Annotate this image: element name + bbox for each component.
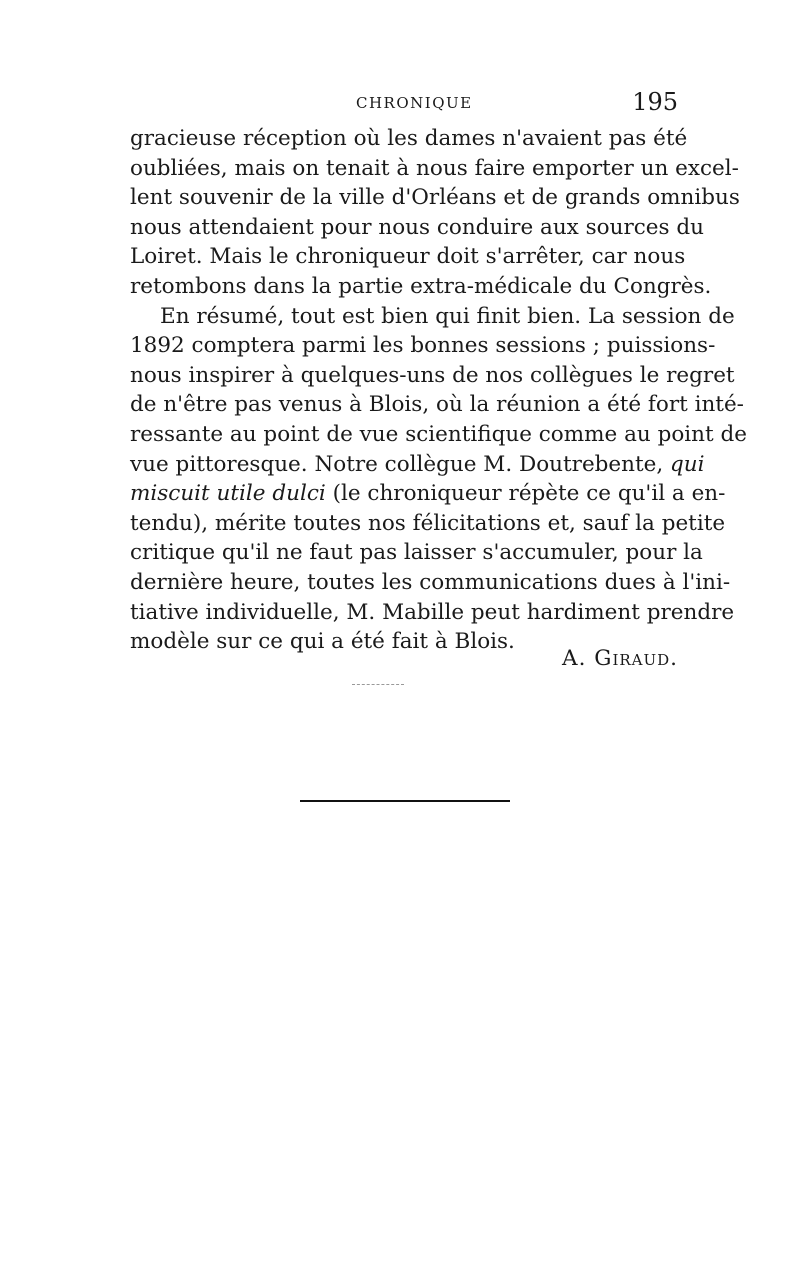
text-line: critique qu'il ne faut pas laisser s'accumuler, pour la — [130, 540, 703, 566]
text-line: tendu), mérite toutes nos félicitations et, sauf la petite — [130, 510, 726, 536]
text-line: dernière heure, toutes les communications dues à l'ini- — [130, 569, 731, 595]
text-line: lent souvenir de la ville d'Orléans et de grands omnibus — [130, 185, 740, 211]
running-title: CHRONIQUE — [356, 94, 473, 112]
latin-phrase: qui — [670, 451, 705, 477]
text-line: nous attendaient pour nous conduire aux sources du — [130, 214, 704, 240]
text-run: vue pittoresque. Notre collègue M. Doutrebente, — [130, 451, 664, 477]
text-line: retombons dans la partie extra-médicale du Congrès. — [130, 273, 712, 299]
author-initial: A. — [562, 646, 587, 671]
text-line: tiative individuelle, M. Mabille peut hardiment prendre — [130, 599, 735, 625]
body-text — [130, 124, 747, 657]
text-run: (le chroniqueur répète ce qu'il a en- — [332, 481, 726, 507]
text-line: modèle sur ce qui a été fait à Blois. — [130, 629, 515, 655]
page-number: 195 — [632, 88, 678, 116]
latin-phrase: miscuit utile dulci — [130, 481, 326, 507]
author-name: Giraud. — [594, 646, 678, 671]
running-head — [130, 88, 678, 118]
small-divider — [352, 684, 404, 685]
end-rule — [300, 800, 510, 802]
text-line: ressante au point de vue scientifique comme au point de — [130, 421, 747, 447]
text-line: nous inspirer à quelques-uns de nos collègues le regret — [130, 362, 735, 388]
text-line: En résumé, tout est bien qui finit bien. La session de — [160, 303, 735, 329]
text-line: 1892 comptera parmi les bonnes sessions ; puissions- — [130, 333, 716, 359]
text-line: oubliées, mais on tenait à nous faire emporter un excel- — [130, 155, 739, 181]
text-line — [130, 479, 726, 509]
author-signature — [562, 646, 678, 671]
text-line: de n'être pas venus à Blois, où la réunion a été fort inté- — [130, 392, 744, 418]
text-line — [130, 450, 705, 480]
text-line: Loiret. Mais le chroniqueur doit s'arrêter, car nous — [130, 244, 686, 270]
text-line: gracieuse réception où les dames n'avaient pas été — [130, 126, 688, 151]
